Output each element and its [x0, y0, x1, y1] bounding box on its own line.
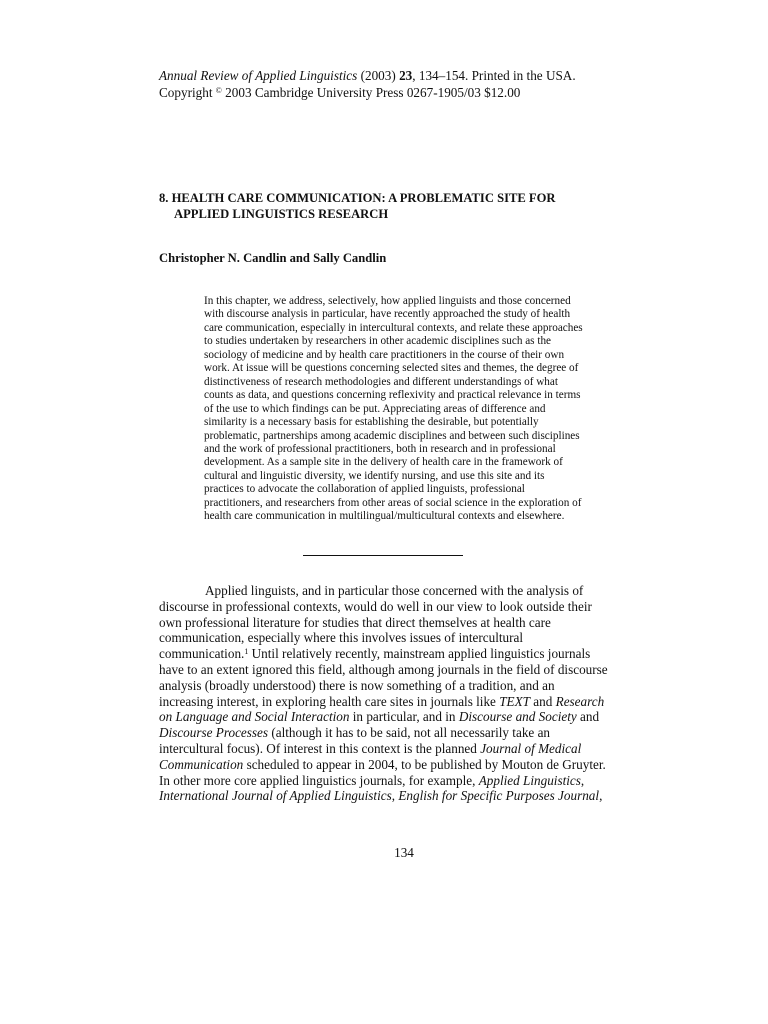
authors: Christopher N. Candlin and Sally Candlin: [159, 251, 387, 265]
body-text: ,: [391, 788, 396, 804]
body-text: Until relatively recently, mainstream applied linguistics journals: [248, 646, 591, 662]
abstract-line: and the work of professional practitioners, both in research and in professional: [204, 442, 556, 455]
body-text: intercultural focus). Of interest in this context is the planned: [159, 740, 481, 756]
journal-title: Journal of Medical: [480, 740, 582, 756]
abstract-line: health care communication in multilingual/multicultural contexts and elsewhere.: [204, 510, 565, 523]
journal-title: Communication: [159, 756, 244, 772]
title-line-1: 8. HEALTH CARE COMMUNICATION: A PROBLEMATIC SITE FOR: [159, 191, 556, 205]
body-line: [159, 646, 619, 662]
abstract-line: sociology of medicine and by health care practitioners in the course of their own: [204, 348, 565, 361]
journal-title: Discourse Processes: [159, 725, 269, 741]
abstract-line: counts as data, and questions concerning reflexivity and practical relevance in terms: [204, 389, 581, 402]
body-line: Applied linguists, and in particular those concerned with the analysis of: [205, 583, 584, 598]
body-text: communication.: [159, 646, 245, 662]
page-number: 134: [394, 845, 414, 860]
journal-pages: , 134–154. Printed in the USA.: [412, 68, 576, 83]
abstract-line: of the use to which findings can be put. Appreciating areas of difference and: [204, 402, 546, 415]
journal-title: TEXT: [499, 693, 530, 709]
chapter-title: [159, 190, 639, 222]
journal-title: English for Specific Purposes Journal: [398, 788, 600, 804]
journal-volume: 23: [399, 68, 413, 83]
body-line: communication, especially where this involves issues of intercultural: [159, 630, 524, 646]
abstract-line: problematic, partnerships among academic disciplines and between such disciplines: [204, 429, 580, 442]
body-text: scheduled to appear in 2004, to be published by Mouton de Gruyter.: [243, 756, 606, 772]
copyright-label: Copyright: [159, 84, 216, 100]
body-text: and: [576, 709, 600, 725]
abstract-line: to studies undertaken by researchers in other academic disciplines such as the: [204, 335, 552, 348]
abstract-line: practices to advocate the collaboration of applied linguists, professional: [204, 483, 525, 496]
journal-header: [159, 68, 679, 101]
journal-title: Research: [555, 693, 605, 709]
abstract-line: with discourse analysis in particular, have recently approached the study of health: [204, 308, 571, 321]
body-text: (although it has to be said, not all necessarily take an: [268, 725, 551, 741]
body-line: analysis (broadly understood) there is now something of a tradition, and an: [159, 677, 555, 693]
body-line: [159, 741, 619, 757]
journal-title: Discourse and Society: [458, 709, 577, 725]
citation-line: [159, 68, 679, 85]
journal-title: Applied Linguistics: [478, 772, 581, 788]
abstract-line: care communication, especially in intercultural contexts, and relate these approaches: [204, 321, 583, 334]
abstract-line: development. As a sample site in the delivery of health care in the framework of: [204, 456, 563, 469]
body-line: [159, 709, 619, 725]
journal-title: International Journal of Applied Linguistics: [159, 788, 392, 804]
body-line: [159, 694, 619, 710]
copyright-details: 2003 Cambridge University Press 0267-1905/03 $12.00: [221, 84, 521, 100]
body-line: discourse in professional contexts, would do well in our view to look outside their: [159, 598, 592, 614]
abstract-line: practitioners, and researchers from other areas of social science in the exploration of: [204, 496, 582, 509]
abstract-line: In this chapter, we address, selectively, how applied linguists and those concerned: [204, 295, 571, 307]
body-line: have to an extent ignored this field, although among journals in the field of discourse: [159, 661, 608, 677]
section-divider: [303, 555, 463, 556]
abstract-line: similarity is a necessary basis for establishing the desirable, but potentially: [204, 416, 539, 429]
body-text: in particular, and in: [349, 709, 459, 725]
body-text: increasing interest, in exploring health care sites in journals like: [159, 693, 500, 709]
body-text: ,: [599, 788, 603, 804]
body-line: [159, 757, 619, 773]
copyright-symbol: ©: [215, 85, 222, 95]
body-text: ,: [580, 772, 585, 788]
body-paragraph: [159, 583, 619, 804]
footnote-ref[interactable]: 1: [244, 647, 249, 657]
abstract: [204, 295, 624, 524]
body-line: [159, 788, 619, 804]
body-text: In other more core applied linguistics journals, for example,: [159, 772, 479, 788]
abstract-line: cultural and linguistic diversity, we identify nursing, and use this site and its: [204, 469, 545, 482]
body-text: and: [530, 693, 556, 709]
journal-name: Annual Review of Applied Linguistics: [159, 68, 358, 83]
journal-title: on Language and Social Interaction: [159, 709, 350, 725]
body-line: own professional literature for studies that direct themselves at health care: [159, 614, 551, 630]
body-line: [159, 725, 619, 741]
copyright-line: [159, 85, 679, 102]
abstract-line: work. At issue will be questions concerning selected sites and themes, the degree of: [204, 362, 579, 375]
journal-year: (2003): [357, 68, 400, 83]
abstract-line: distinctiveness of research methodologies and different understandings of what: [204, 375, 558, 388]
body-line: [159, 773, 619, 789]
title-line-2: APPLIED LINGUISTICS RESEARCH: [174, 207, 389, 221]
